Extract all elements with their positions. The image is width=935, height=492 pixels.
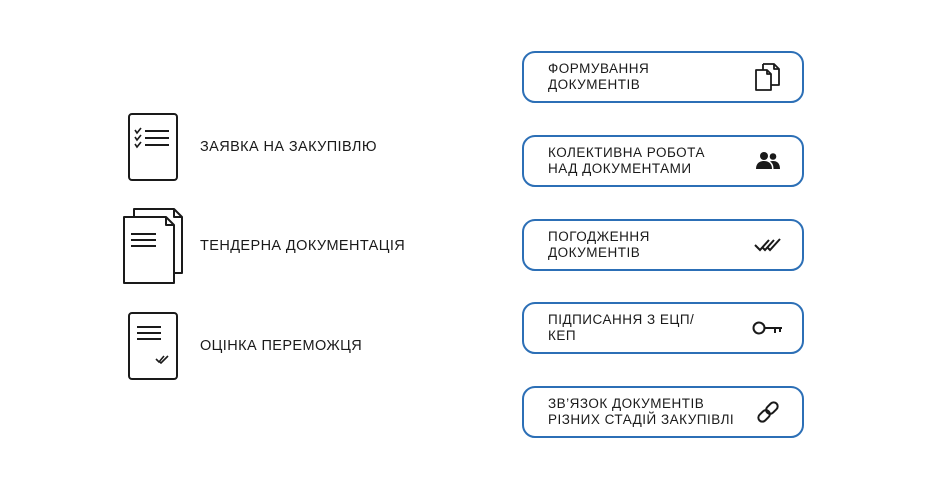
feature-digital-signature [522, 302, 804, 354]
left-item-label: ЗАЯВКА НА ЗАКУПІВЛЮ [200, 139, 377, 155]
feature-document-approval [522, 219, 804, 271]
double-check-icon [752, 229, 784, 261]
left-item-tender-docs [118, 207, 405, 285]
left-item-label: ОЦІНКА ПЕРЕМОЖЦЯ [200, 338, 363, 354]
link-icon [752, 396, 784, 428]
stacked-documents-icon [118, 207, 188, 285]
feature-label: ПІДПИСАННЯ З ЕЦП/ КЕП [548, 312, 695, 343]
feature-document-linking [522, 386, 804, 438]
left-item-request [118, 112, 377, 182]
feature-label: КОЛЕКТИВНА РОБОТА НАД ДОКУМЕНТАМИ [548, 145, 705, 176]
left-item-winner-evaluation [118, 311, 362, 381]
feature-label: ЗВ’ЯЗОК ДОКУМЕНТІВ РІЗНИХ СТАДІЙ ЗАКУПІВЛІ [548, 396, 735, 427]
feature-label: ФОРМУВАННЯ ДОКУМЕНТІВ [548, 61, 650, 92]
feature-label: ПОГОДЖЕННЯ ДОКУМЕНТІВ [548, 229, 650, 260]
copy-documents-icon [752, 61, 784, 93]
people-icon [752, 145, 784, 177]
left-item-label: ТЕНДЕРНА ДОКУМЕНТАЦІЯ [200, 238, 406, 254]
feature-collaborative-work [522, 135, 804, 187]
checklist-document-icon [118, 112, 188, 182]
approved-document-icon [118, 311, 188, 381]
feature-document-forming [522, 51, 804, 103]
key-icon [752, 312, 784, 344]
